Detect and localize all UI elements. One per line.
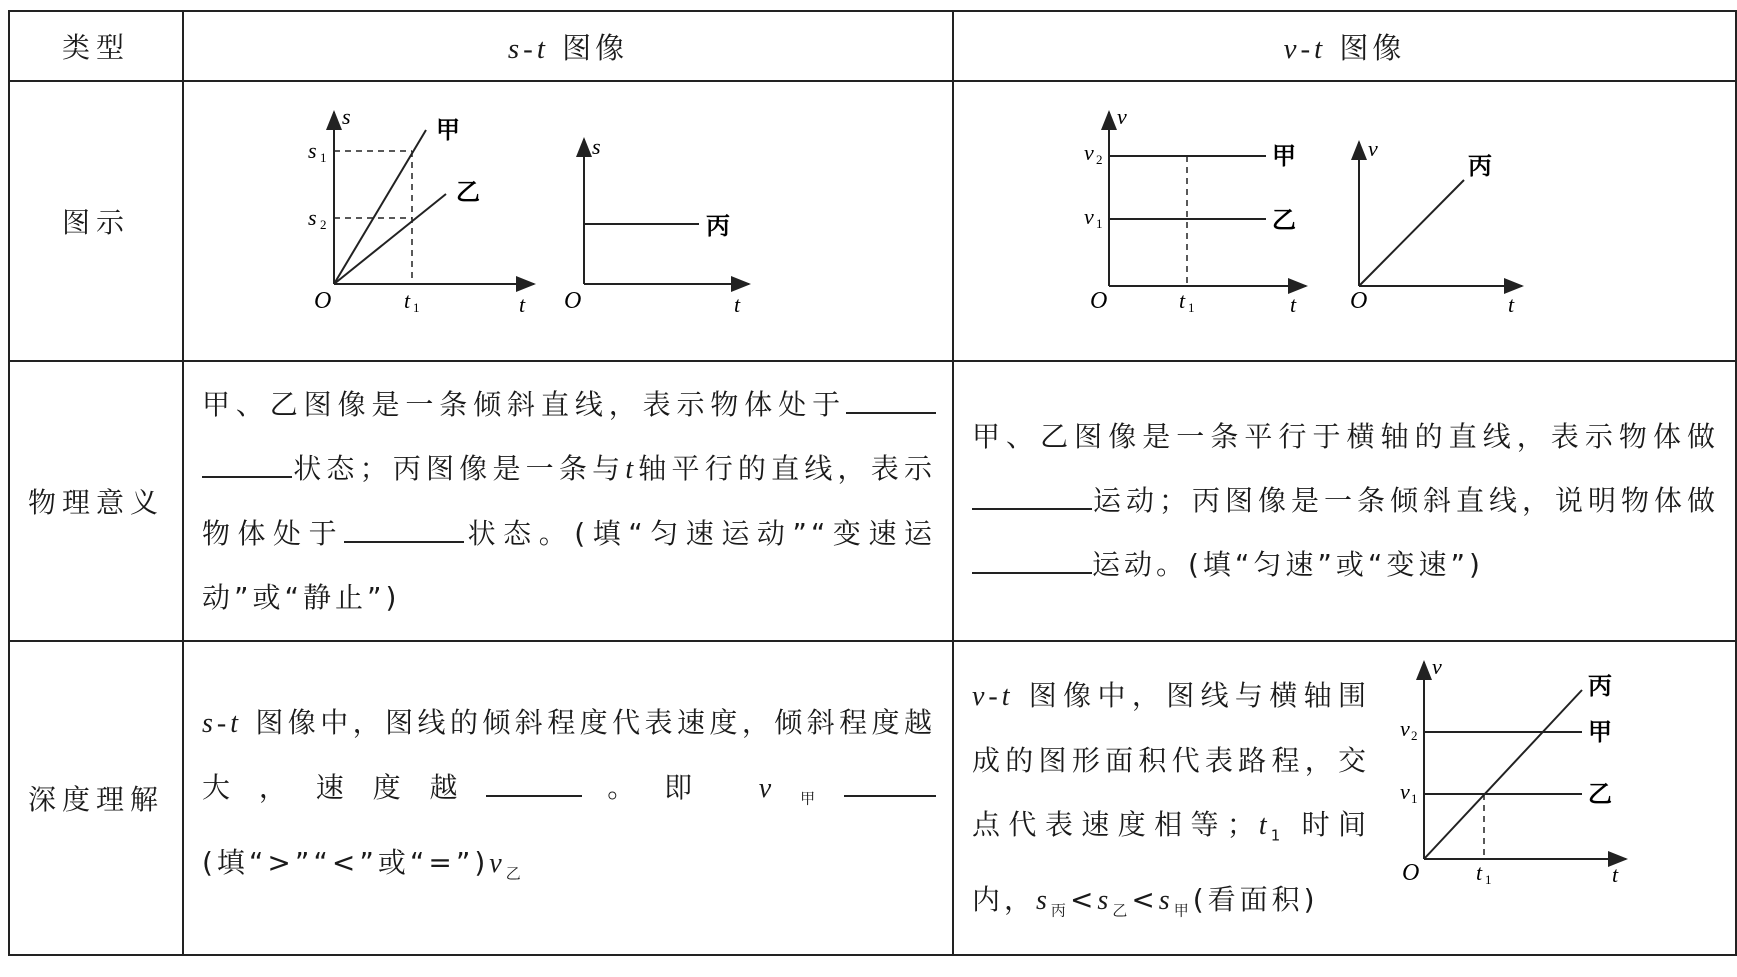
s-jia: s: [1158, 884, 1174, 916]
comparison-table: [8, 10, 1737, 956]
vt-figure-cell: [953, 81, 1736, 361]
x-axis-label: t: [1612, 862, 1619, 887]
physics-vt-p2: 运动；丙图像是一条倾斜直线，说明物体做: [1092, 484, 1719, 517]
physics-vt-text: [954, 395, 1735, 607]
s-yi: s: [1097, 884, 1113, 916]
deep-st-var: s-t: [202, 707, 242, 739]
line-bing: [1359, 180, 1464, 286]
header-vt-var: v-t: [1283, 32, 1327, 65]
s1-sub: 1: [320, 150, 327, 165]
physics-vt-cell: [953, 361, 1736, 641]
st-graph-bing: [564, 134, 749, 317]
s-yi-sub: 乙: [1112, 901, 1132, 920]
x-axis-label: t: [519, 292, 526, 317]
v-yi-sub: 乙: [505, 864, 525, 883]
header-st-cell: [183, 11, 953, 81]
header-type-cell: [9, 11, 183, 81]
t1-label: t: [1179, 288, 1186, 313]
y-axis-label: s: [342, 104, 351, 129]
v1-sub: 1: [1096, 216, 1103, 231]
blank-4[interactable]: [972, 542, 1092, 574]
deep-st-p3: (填“>”“<”或“=”): [202, 845, 490, 879]
physics-st-p3: 轴平行的直线，表示物体处于: [202, 451, 936, 550]
header-st-var: s-t: [507, 32, 549, 65]
deep-st-text: [184, 681, 952, 915]
v2-sub: 2: [1411, 728, 1418, 743]
vt-graph-jia-yi: [1084, 104, 1306, 317]
physics-vt-p3: 运动。(填“匀速”或“变速”): [1092, 548, 1484, 581]
label-jia: 甲: [1588, 718, 1612, 746]
x-axis-label: t: [734, 292, 741, 317]
blank-2[interactable]: [344, 511, 464, 543]
physics-st-p1: 甲、乙图像是一条倾斜直线，表示物体处于: [202, 387, 846, 421]
deep-vt-t1: t: [1258, 810, 1271, 841]
y-axis-label: s: [592, 134, 601, 159]
lt-2: <: [1131, 882, 1159, 916]
v1-sub: 1: [1411, 791, 1418, 806]
line-bing: [1424, 690, 1582, 859]
row-label-physics-cell: [9, 361, 183, 641]
t1-label: t: [1476, 860, 1483, 885]
label-yi: 乙: [456, 178, 480, 206]
origin-label: O: [1350, 288, 1368, 314]
row-label-deep: 深度理解: [27, 783, 164, 816]
vt-graphs: [954, 94, 1735, 344]
origin-label: O: [564, 288, 582, 314]
line-yi: [334, 194, 446, 284]
deep-vt-t1-sub: 1: [1270, 826, 1285, 845]
header-type-label: 类型: [61, 31, 130, 64]
s-bing-sub: 丙: [1050, 901, 1070, 920]
st-graphs: [184, 94, 952, 344]
v-jia: v: [758, 772, 776, 804]
t1-sub: 1: [1485, 872, 1492, 887]
row-label-physics: 物理意义: [27, 486, 164, 519]
v-jia-sub: 甲: [775, 789, 844, 808]
physics-st-cell: [183, 361, 953, 641]
row-label-deep-cell: [9, 641, 183, 955]
s2-label: s: [308, 205, 317, 230]
origin-label: O: [1402, 860, 1420, 886]
deep-vt-p3: (看面积): [1192, 882, 1319, 916]
header-vt-cell: [953, 11, 1736, 81]
t1-sub: 1: [413, 300, 420, 315]
label-jia: 甲: [436, 116, 460, 144]
label-bing: 丙: [1468, 152, 1492, 180]
y-axis-label: v: [1432, 654, 1442, 679]
vt-graph-combined: [1394, 654, 1694, 934]
physics-st-text: [184, 363, 952, 640]
v1-label: v: [1400, 779, 1410, 804]
deep-st-p1: 图像中，图线的倾斜程度代表速度，倾斜程度越大，速度越: [202, 705, 936, 804]
deep-st-p2: 。即: [582, 770, 721, 804]
label-jia: 甲: [1272, 142, 1296, 170]
physics-st-p2: 状态；丙图像是一条与: [292, 451, 626, 485]
header-vt-text: 图像: [1339, 30, 1406, 65]
s2-sub: 2: [320, 217, 327, 232]
origin-label: O: [314, 288, 332, 314]
st-graph-jia-yi: [308, 104, 534, 317]
v1-label: v: [1084, 204, 1094, 229]
deep-vt-var: v-t: [972, 681, 1014, 712]
blank-1-cont[interactable]: [202, 446, 292, 478]
deep-vt-p2: 时间内，: [972, 808, 1370, 916]
blank-1[interactable]: [846, 382, 936, 414]
y-axis-label: v: [1368, 136, 1378, 161]
label-bing: 丙: [1588, 672, 1612, 700]
origin-label: O: [1090, 288, 1108, 314]
t1-label: t: [404, 288, 411, 313]
x-axis-label: t: [1508, 292, 1515, 317]
physics-st-t: t: [625, 453, 638, 485]
blank-3[interactable]: [972, 478, 1092, 510]
y-axis-label: v: [1117, 104, 1127, 129]
st-figure-cell: [183, 81, 953, 361]
label-bing: 丙: [706, 212, 730, 240]
row-label-figure: 图示: [61, 206, 130, 239]
s1-label: s: [308, 138, 317, 163]
physics-st-p4: 状态。(填“匀速运动”“变速运动”或“静止”): [202, 516, 936, 614]
deep-vt-text: [972, 664, 1370, 942]
s-bing: s: [1036, 884, 1051, 916]
row-label-figure-cell: [9, 81, 183, 361]
physics-vt-p1: 甲、乙图像是一条平行于横轴的直线，表示物体做: [972, 420, 1719, 453]
s-jia-sub: 甲: [1173, 901, 1193, 920]
v2-label: v: [1084, 140, 1094, 165]
blank-6[interactable]: [844, 765, 936, 797]
header-st-text: 图像: [562, 30, 629, 65]
x-axis-label: t: [1290, 292, 1297, 317]
vt-graph-bing: [1350, 136, 1522, 317]
deep-vt-cell: [953, 641, 1736, 955]
label-yi: 乙: [1272, 206, 1296, 234]
blank-5[interactable]: [486, 765, 582, 797]
v-yi: v: [489, 847, 506, 879]
deep-vt-p1: 图像中，图线与横轴围成的图形面积代表路程，交点代表速度相等；: [972, 679, 1370, 841]
lt-1: <: [1069, 882, 1098, 916]
v2-sub: 2: [1096, 152, 1103, 167]
v2-label: v: [1400, 716, 1410, 741]
t1-sub: 1: [1188, 300, 1195, 315]
label-yi: 乙: [1588, 780, 1612, 808]
deep-st-cell: [183, 641, 953, 955]
